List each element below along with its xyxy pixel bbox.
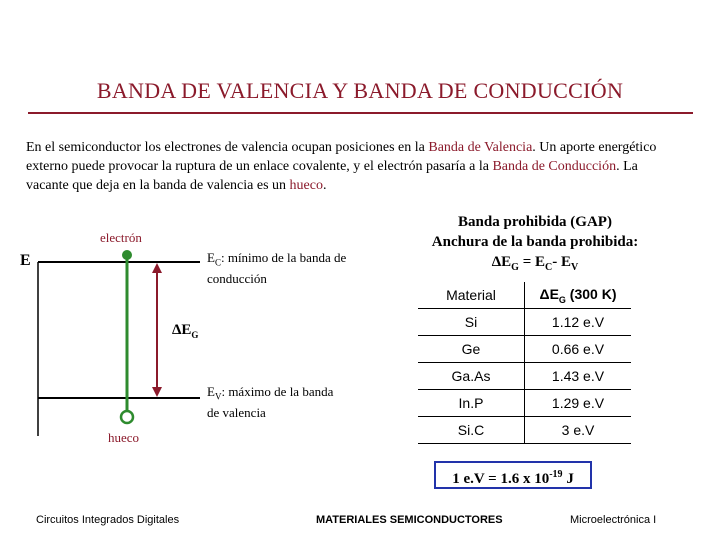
electron-dot	[122, 250, 132, 260]
ev-conversion-suffix: J	[562, 471, 574, 487]
gap-arrow-label	[172, 322, 198, 343]
cell-material: Si.C	[457, 422, 485, 438]
gap-line-2: Anchura de la banda prohibida:	[431, 234, 639, 250]
gap-formula-eq: = E	[518, 254, 546, 270]
gap-line-1: Banda prohibida (GAP)	[458, 214, 612, 230]
slide-title: BANDA DE VALENCIA Y BANDA DE CONDUCCIÓN	[96, 78, 624, 103]
gap-formula-minus: - E	[552, 254, 571, 270]
gap-formula-sub-v: V	[571, 262, 579, 273]
hole-label: hueco	[108, 430, 140, 445]
cell-material: In.P	[458, 395, 484, 411]
para-text-2: . Un aporte energético externo puede provocar la ruptura de un enlace covalente, y el electrón pasaría a la	[26, 140, 657, 174]
cell-gap: 1.12 e.V	[525, 309, 632, 336]
ev-prefix: E	[207, 384, 215, 399]
ev-label	[207, 384, 347, 421]
gap-formula-delta: ΔE	[491, 254, 512, 270]
ev-text: : máximo de la banda de valencia	[207, 384, 334, 420]
gap-arrow-head-down	[152, 387, 162, 397]
electron-label: electrón	[100, 230, 142, 245]
cell-material: Ga.As	[451, 368, 491, 384]
table-row	[418, 417, 631, 444]
gap-arrow-head-up	[152, 263, 162, 273]
hole-circle	[121, 411, 133, 423]
para-highlight-hueco: hueco	[289, 178, 323, 193]
ev-conversion-prefix: 1 e.V = 1.6 x 10	[452, 471, 550, 487]
para-highlight-conduccion: Banda de Conducción	[492, 159, 617, 174]
header-gap-delta: ΔE	[539, 285, 559, 302]
header-gap-suffix: (300 K)	[565, 285, 617, 302]
ec-text: : mínimo de la banda de conducción	[207, 250, 347, 286]
table-header-row	[418, 282, 631, 309]
header-material: Material	[446, 287, 496, 303]
header-gap-sub: G	[558, 294, 566, 305]
ev-sub: V	[214, 391, 222, 402]
footer-left: Circuitos Integrados Digitales	[36, 514, 180, 526]
para-text-1: En el semiconductor los electrones de valencia ocupan posiciones en la	[26, 140, 429, 155]
table-row	[418, 390, 631, 417]
cell-gap: 3 e.V	[525, 417, 632, 444]
header-gap	[525, 282, 632, 309]
ev-conversion-exponent: -19	[549, 469, 563, 480]
cell-material: Ge	[461, 341, 481, 357]
para-text-3: . La vacante que deja en la banda de valencia es un	[26, 159, 638, 193]
para-text-4: .	[322, 178, 327, 193]
table-row	[418, 363, 631, 390]
table-row	[418, 336, 631, 363]
footer-center: MATERIALES SEMICONDUCTORES	[316, 514, 503, 526]
gap-formula-sub-c: C	[545, 262, 553, 273]
gap-arrow-delta: ΔE	[172, 322, 192, 338]
para-highlight-valencia: Banda de Valencia	[428, 140, 533, 155]
ev-conversion-box	[434, 461, 592, 489]
ec-sub: C	[214, 257, 221, 268]
cell-gap: 1.43 e.V	[525, 363, 632, 390]
cell-gap: 0.66 e.V	[525, 336, 632, 363]
energy-axis-label: E	[20, 252, 31, 269]
gap-formula-sub-g: G	[511, 262, 519, 273]
gap-arrow-sub: G	[191, 330, 199, 340]
ec-label	[207, 250, 347, 287]
band-gap-table	[418, 282, 631, 444]
footer-right: Microelectrónica I	[570, 514, 657, 526]
ec-prefix: E	[207, 250, 215, 265]
cell-material: Si	[464, 314, 478, 330]
cell-gap: 1.29 e.V	[525, 390, 632, 417]
table-row	[418, 309, 631, 336]
